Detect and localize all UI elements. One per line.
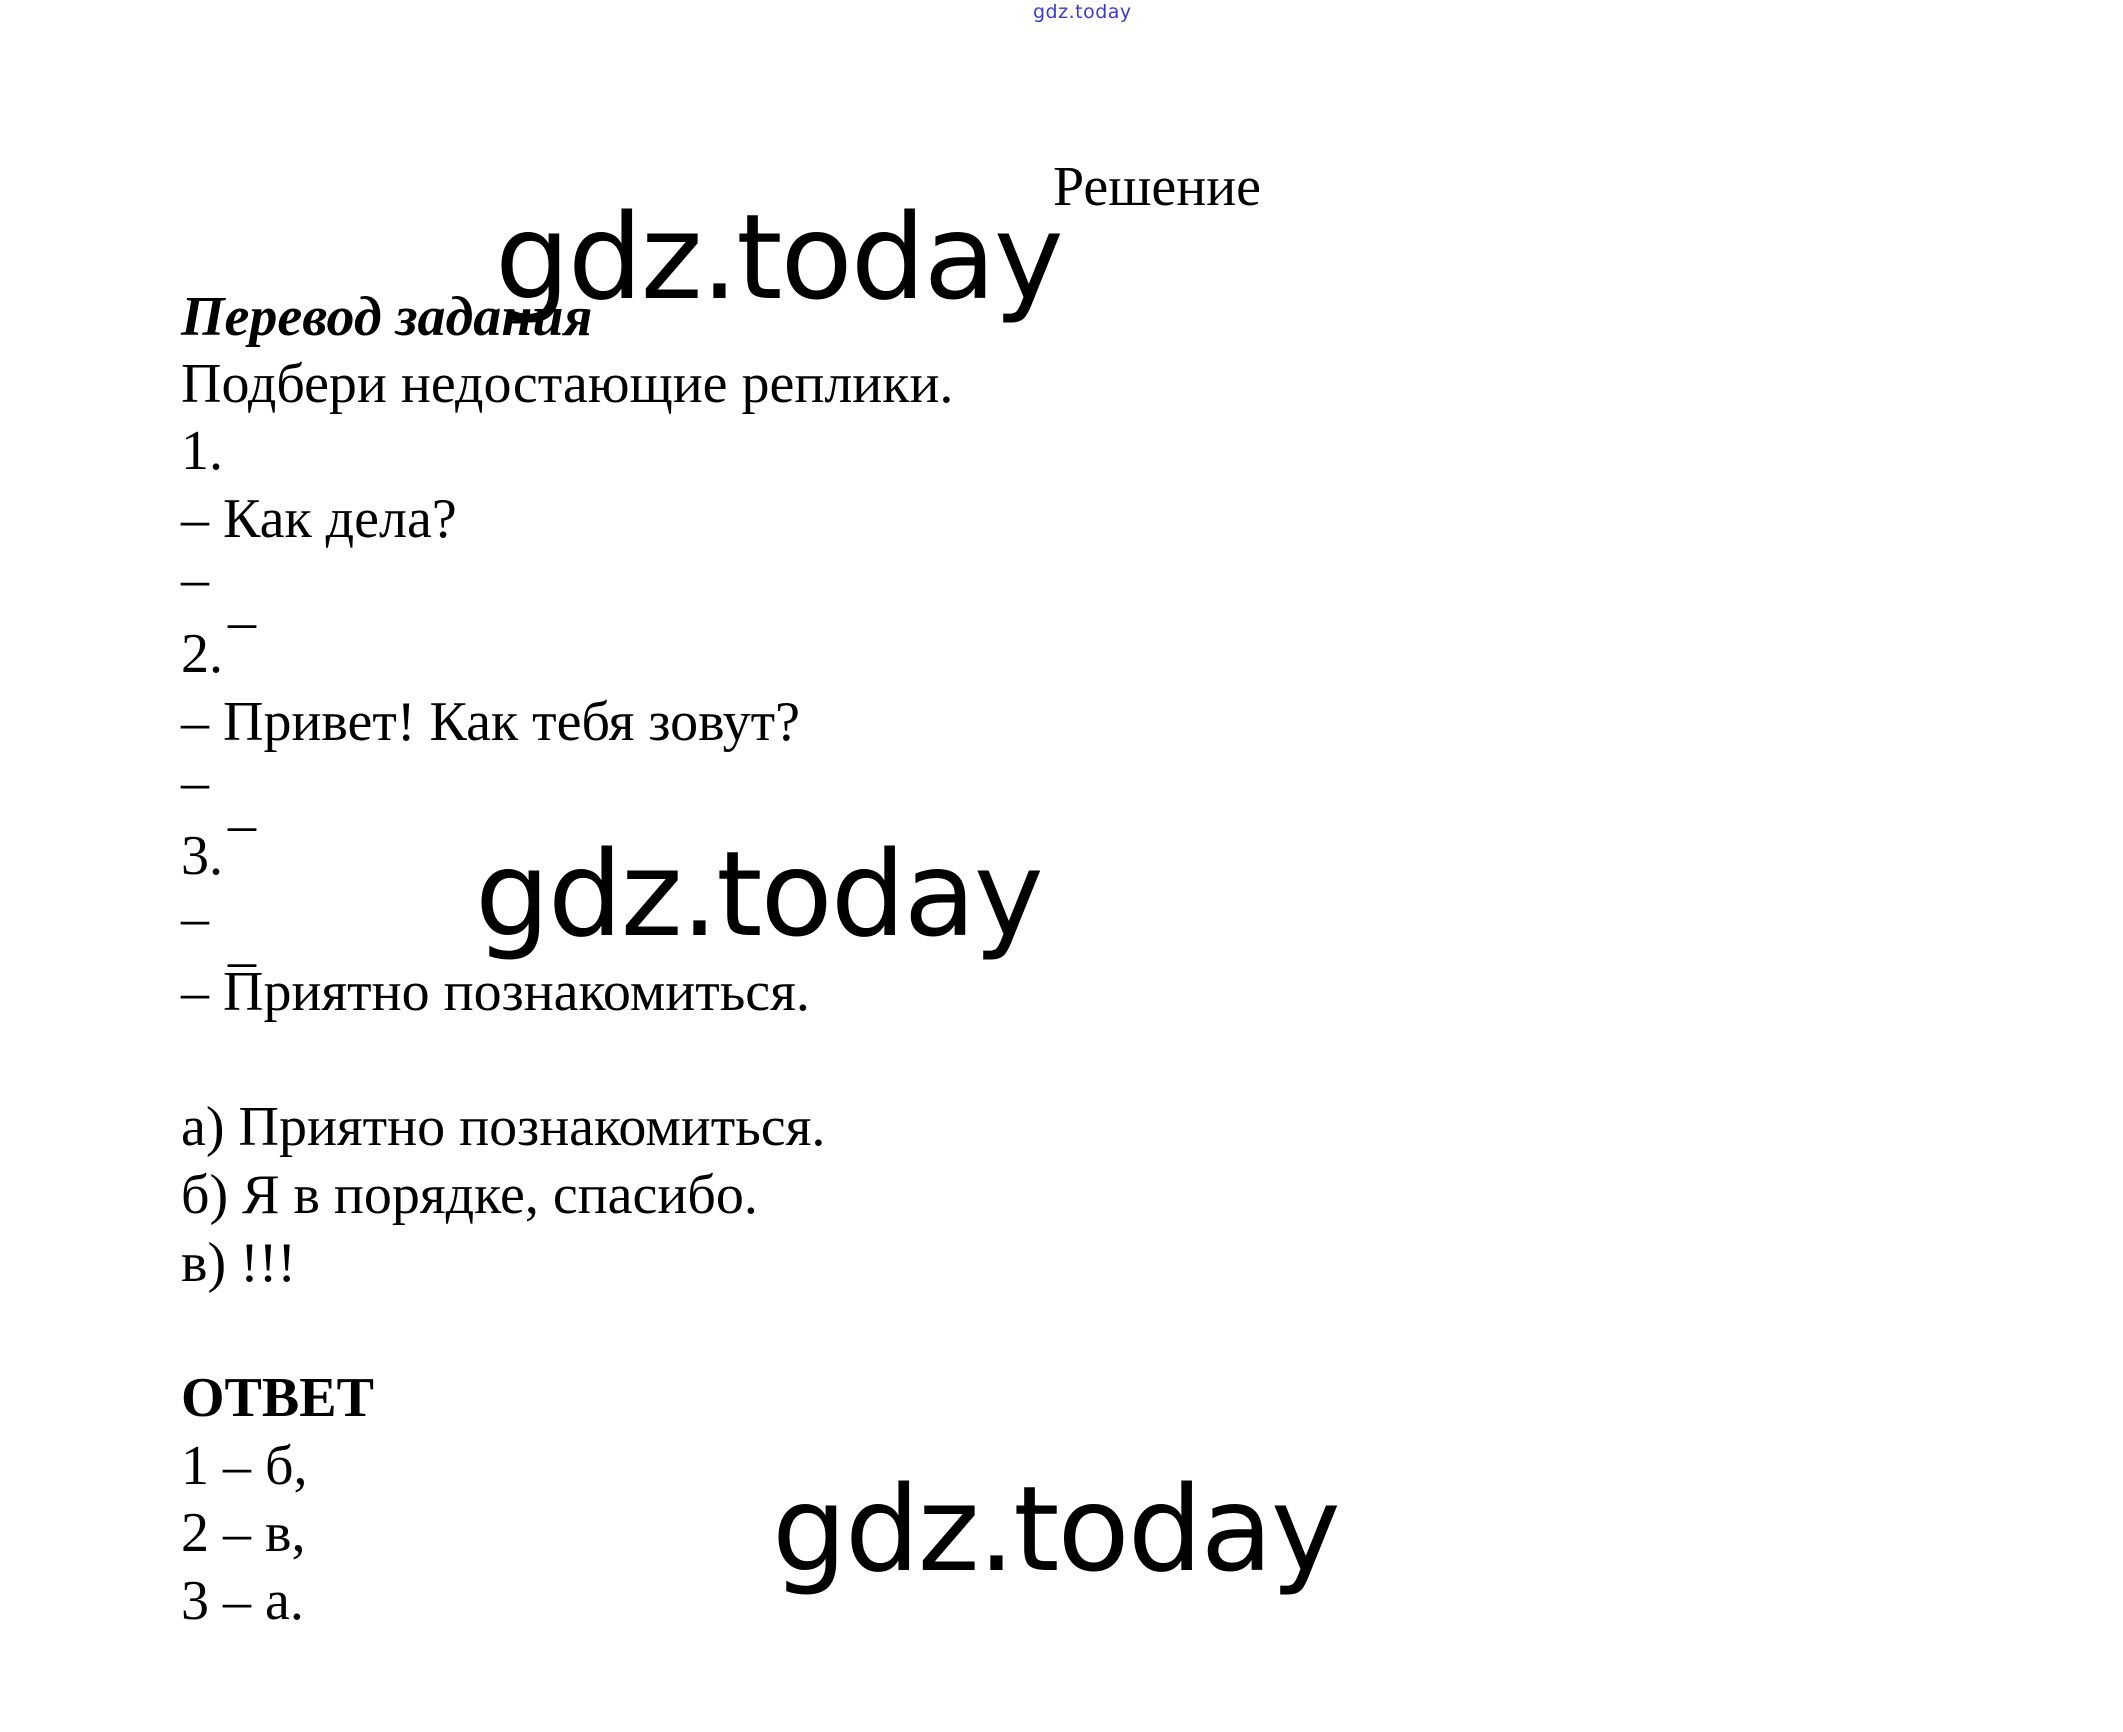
page-title: Решение [1053,156,1262,218]
header-watermark: gdz.today [1033,1,1132,23]
dialog-blank-underline: _ [228,572,256,634]
answer-item: 2 – в, [181,1502,306,1564]
task-heading: Перевод задания [181,286,593,348]
dialog-line: – Как дела? [181,488,457,550]
dialog-number: 1. [181,420,223,482]
watermark: gdz.today [772,1460,1339,1598]
dialog-line: – Приятно познакомиться. [181,961,810,1023]
watermark: gdz.today [475,825,1042,963]
dialog-blank-dash: – [181,548,209,610]
dialog-blank-underline: _ [228,775,256,837]
dialog-number: 2. [181,623,223,685]
option-item: в) !!! [181,1232,297,1294]
dialog-blank-dash: – [181,751,209,813]
dialog-blank-dash: – [181,887,209,949]
dialog-line: – Привет! Как тебя зовут? [181,691,801,753]
answer-item: 3 – а. [181,1570,304,1632]
option-item: б) Я в порядке, спасибо. [181,1164,758,1226]
dialog-blank-underline: _ [228,911,256,973]
option-item: а) Приятно познакомиться. [181,1096,826,1158]
task-text: Подбери недостающие реплики. [181,353,954,415]
answer-heading: ОТВЕТ [181,1367,374,1429]
dialog-number: 3. [181,825,223,887]
answer-item: 1 – б, [181,1435,308,1497]
watermark: gdz.today [495,188,1062,326]
